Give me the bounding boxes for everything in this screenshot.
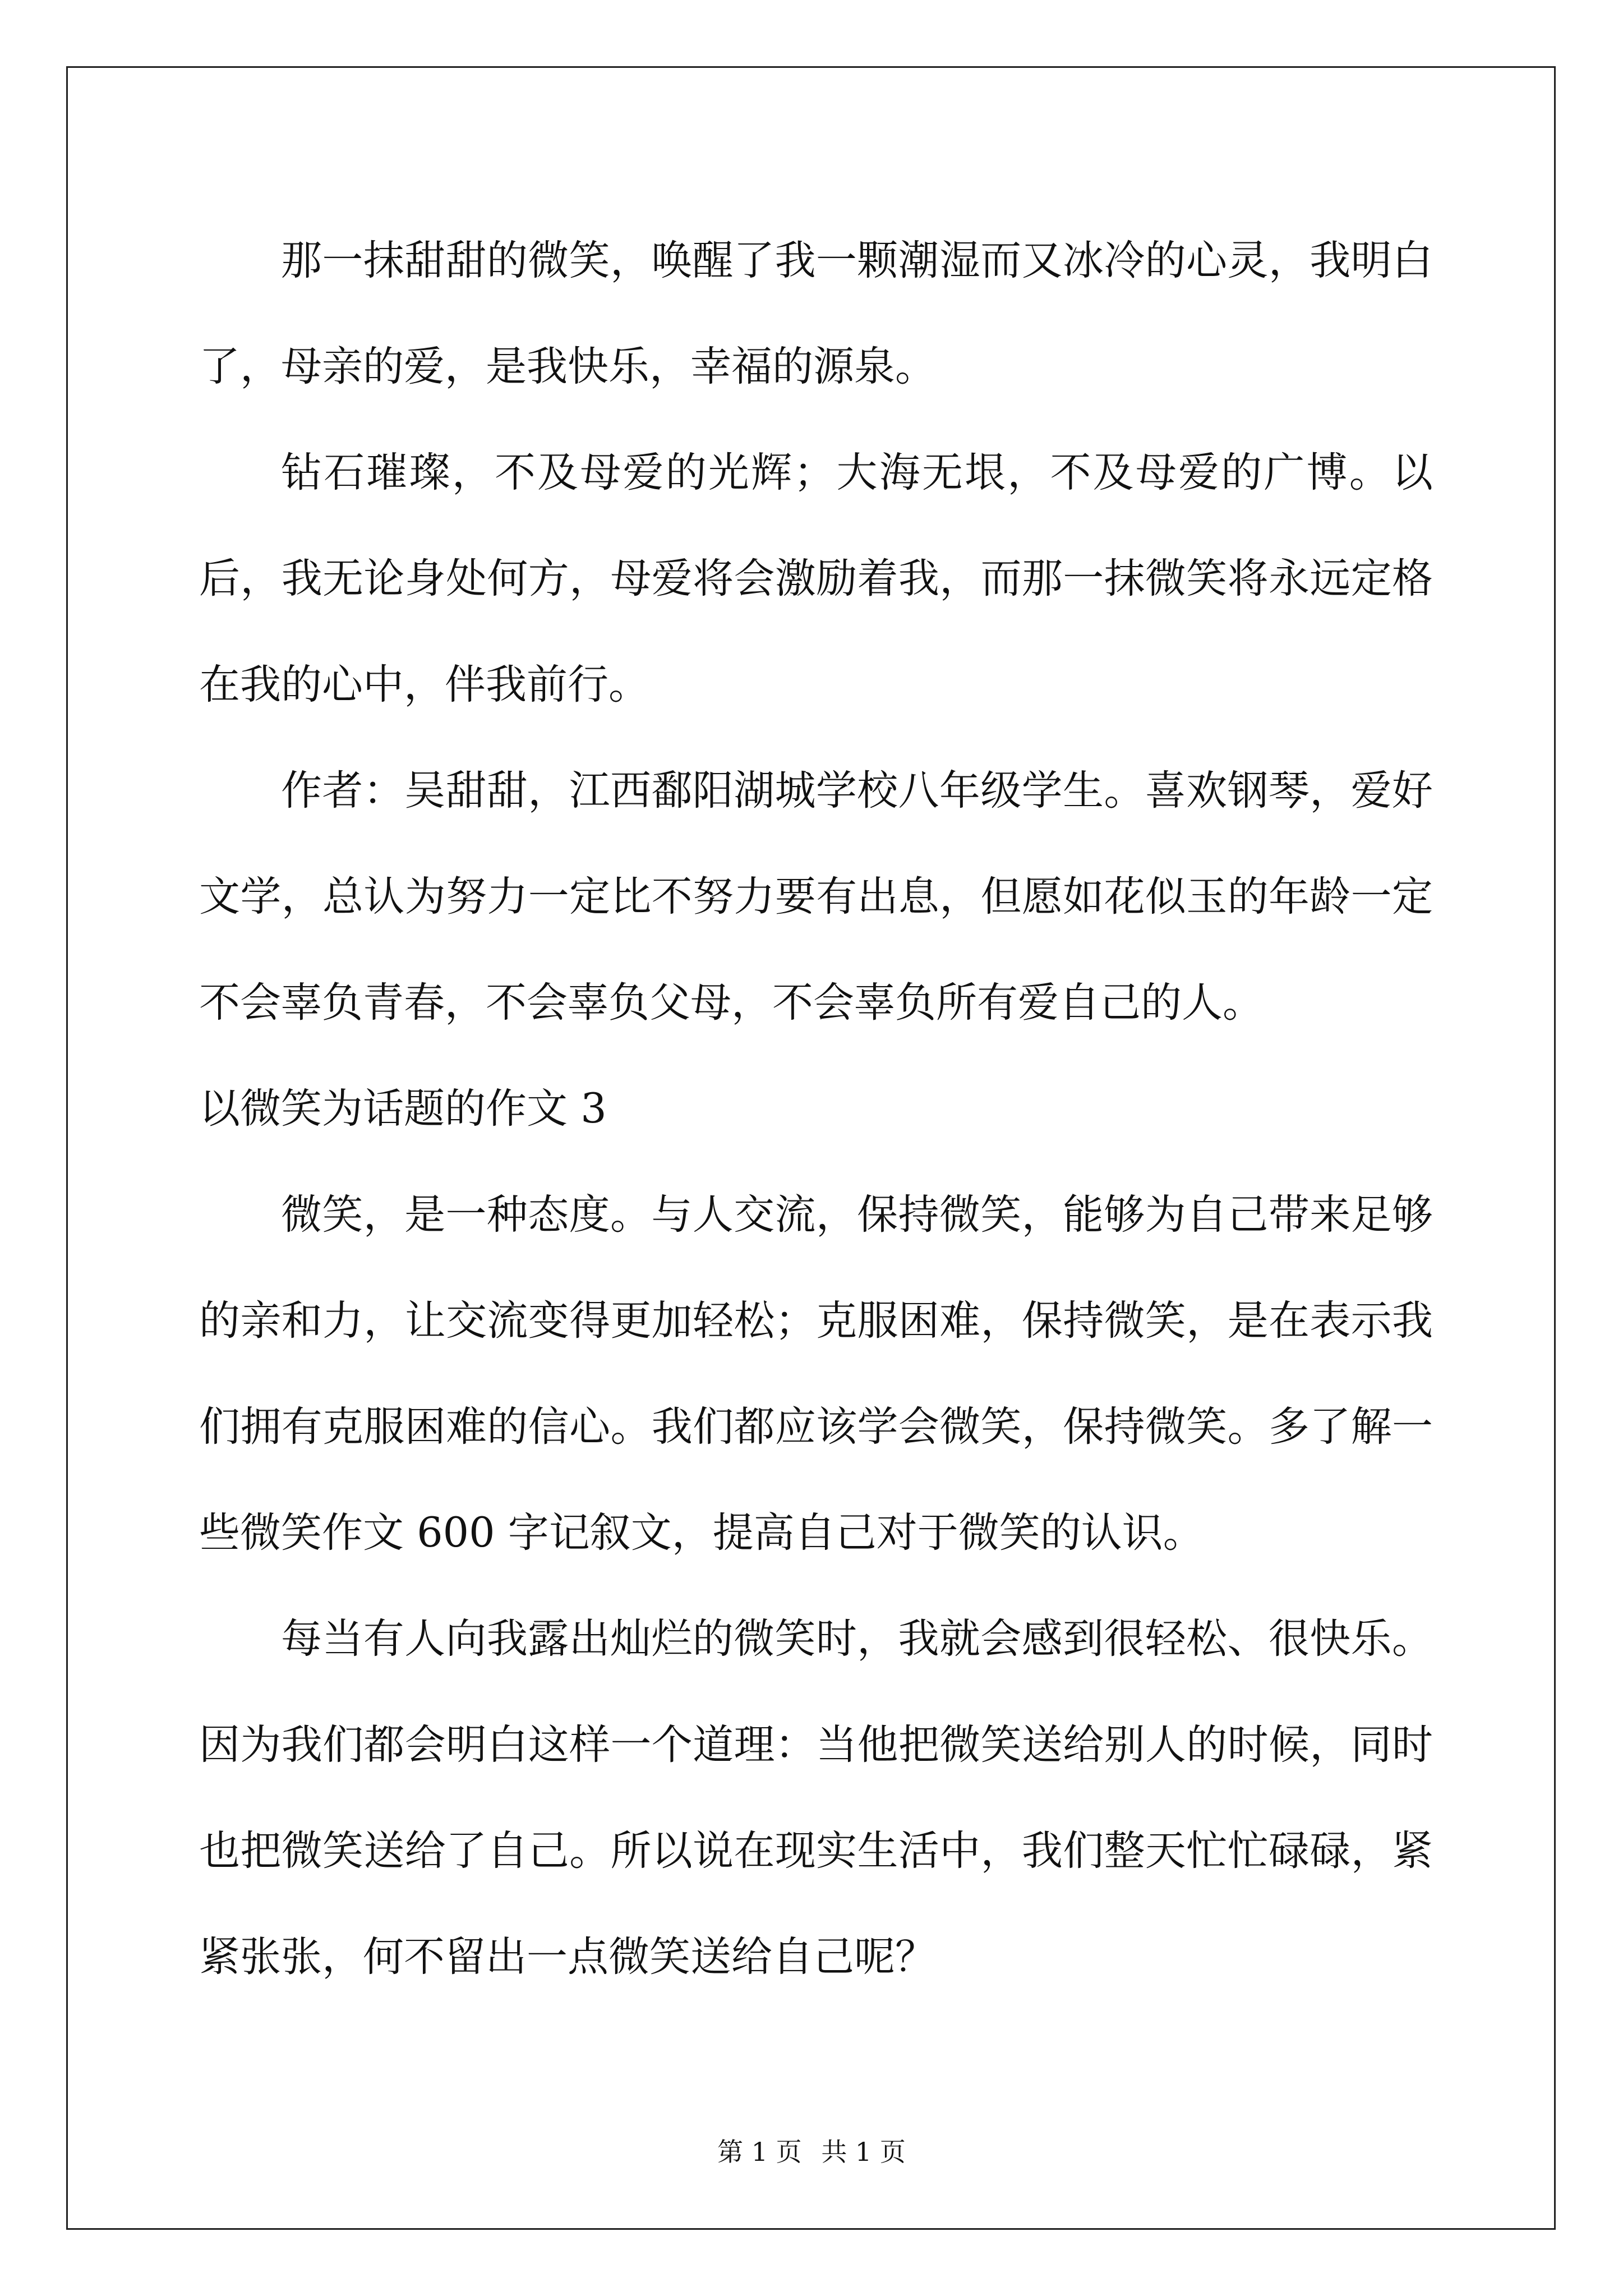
paragraph-3: 作者：吴甜甜，江西鄱阳湖城学校八年级学生。喜欢钢琴，爱好文学，总认为努力一定比不努力要有出息，但愿如花似玉的年龄一定不会辜负青春，不会辜负父母，不会辜负所有爱自己的人。 — [199, 767, 1433, 1027]
page-number-current: 第 1 页 — [717, 2137, 802, 2167]
section-heading: 以微笑为话题的作文 3 — [199, 1085, 607, 1133]
page-footer — [0, 2135, 1623, 2169]
paragraph-1: 那一抹甜甜的微笑，唤醒了我一颗潮湿而又冰冷的心灵，我明白了，母亲的爱，是我快乐，幸福的源泉。 — [199, 237, 1433, 390]
paragraph-4: 微笑，是一种态度。与人交流，保持微笑，能够为自己带来足够的亲和力，让交流变得更加轻松；克服困难，保持微笑，是在表示我们拥有克服困难的信心。我们都应该学会微笑，保持微笑。多了解一些微笑作文 600 字记叙文，提高自己对于微笑的认识。 — [199, 1191, 1433, 1557]
paragraph-5: 每当有人向我露出灿烂的微笑时，我就会感到很轻松、很快乐。因为我们都会明白这样一个道理：当他把微笑送给别人的时候，同时也把微笑送给了自己。所以说在现实生活中，我们整天忙忙碌碌，紧紧张张，何不留出一点微笑送给自己呢？ — [199, 1615, 1433, 1981]
paragraph-2: 钻石璀璨，不及母爱的光辉；大海无垠，不及母爱的广博。以后，我无论身处何方，母爱将会激励着我，而那一抹微笑将永远定格在我的心中，伴我前行。 — [199, 449, 1433, 708]
document-body — [199, 208, 1433, 2010]
page-number-total: 共 1 页 — [821, 2137, 906, 2167]
